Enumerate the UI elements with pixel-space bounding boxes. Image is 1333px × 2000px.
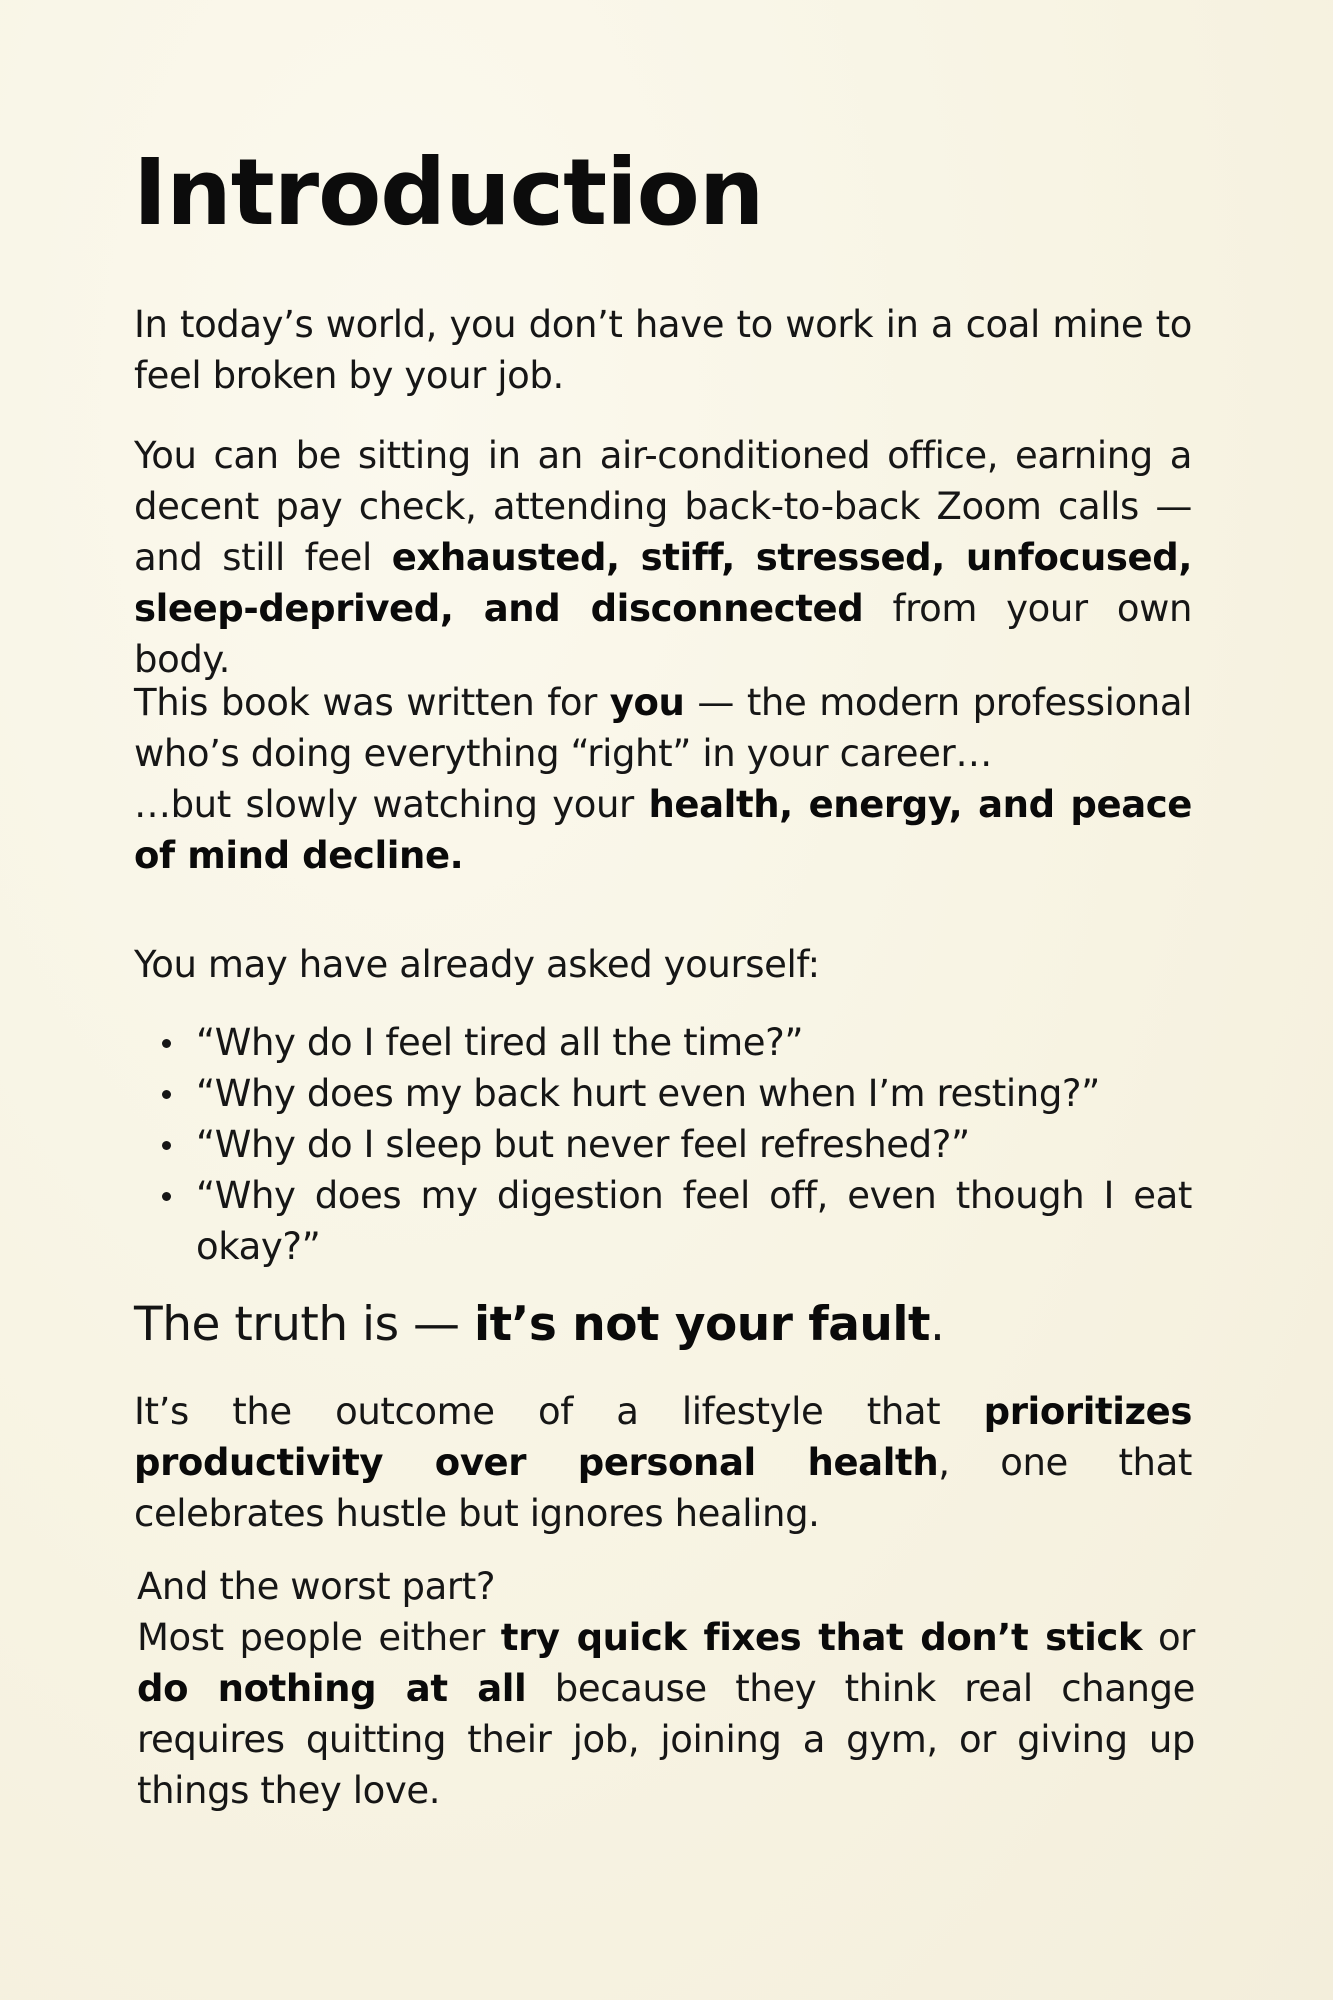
- p6-text-f: because they think real change requires quitting their job, joining a gym, or giving up things they love.: [137, 1667, 1195, 1812]
- p2-bold-symptoms: exhausted, stiff, stressed, unfocused, sleep-deprived, and disconnected: [134, 536, 1192, 630]
- list-item: [134, 1017, 1192, 1068]
- intro-paragraph-4: [134, 939, 1192, 990]
- p5-bold-priorities: prioritizes productivity over personal health: [134, 1390, 1192, 1484]
- list-item: [134, 1119, 1192, 1170]
- truth-statement: [134, 1296, 944, 1354]
- p6-text-b: Most people either: [137, 1616, 501, 1659]
- intro-paragraph-6: [137, 1561, 1195, 1816]
- question-text: “Why does my digestion feel off, even though I eat okay?”: [196, 1174, 1192, 1268]
- list-item: [134, 1068, 1192, 1119]
- p3-bold-decline: health, energy, and peace of mind decline.: [134, 783, 1193, 877]
- bullet-icon: [162, 1141, 171, 1150]
- page-title: Introduction: [133, 139, 764, 246]
- p3-text-c: — the modern professional who’s doing everything “right” in your career…: [134, 681, 1192, 775]
- p2-text-c: from your own body.: [134, 587, 1192, 681]
- intro-paragraph-1: [134, 299, 1192, 401]
- p3-text-d: …but slowly watching your: [134, 783, 649, 826]
- p6-bold-nothing: do nothing at all: [137, 1667, 527, 1710]
- question-text: “Why do I feel tired all the time?”: [196, 1021, 804, 1064]
- p3-bold-you: you: [609, 681, 685, 724]
- p5-text-a: It’s the outcome of a lifestyle that: [134, 1390, 984, 1433]
- p5-text-c: , one that celebrates hustle but ignores healing.: [134, 1441, 1192, 1535]
- p6-text-a: And the worst part?: [137, 1565, 496, 1608]
- p3-text-a: This book was written for: [134, 681, 610, 724]
- p6-bold-quick-fixes: try quick fixes that don’t stick: [500, 1616, 1143, 1659]
- truth-text-c: .: [929, 1297, 945, 1352]
- truth-bold: it’s not your fault: [473, 1297, 930, 1352]
- bullet-icon: [162, 1039, 171, 1048]
- question-text: “Why do I sleep but never feel refreshed?”: [196, 1123, 970, 1166]
- intro-paragraph-2: [134, 430, 1192, 685]
- questions-list: [134, 1017, 1192, 1272]
- bullet-icon: [162, 1090, 171, 1099]
- intro-paragraph-5: [134, 1386, 1192, 1539]
- truth-text-a: The truth is —: [134, 1297, 474, 1352]
- question-text: “Why does my back hurt even when I’m resting?”: [196, 1072, 1100, 1115]
- p2-text-a: You can be sitting in an air-conditioned office, earning a decent pay check, attending back-to-back Zoom calls — and still feel: [134, 434, 1192, 579]
- list-item: [134, 1170, 1192, 1272]
- intro-paragraph-3: [134, 677, 1192, 881]
- p4-text: You may have already asked yourself:: [134, 943, 820, 986]
- bullet-icon: [162, 1192, 171, 1201]
- p6-text-d: or: [1142, 1616, 1195, 1659]
- p1-text: In today’s world, you don’t have to work in a coal mine to feel broken by your job.: [134, 303, 1192, 397]
